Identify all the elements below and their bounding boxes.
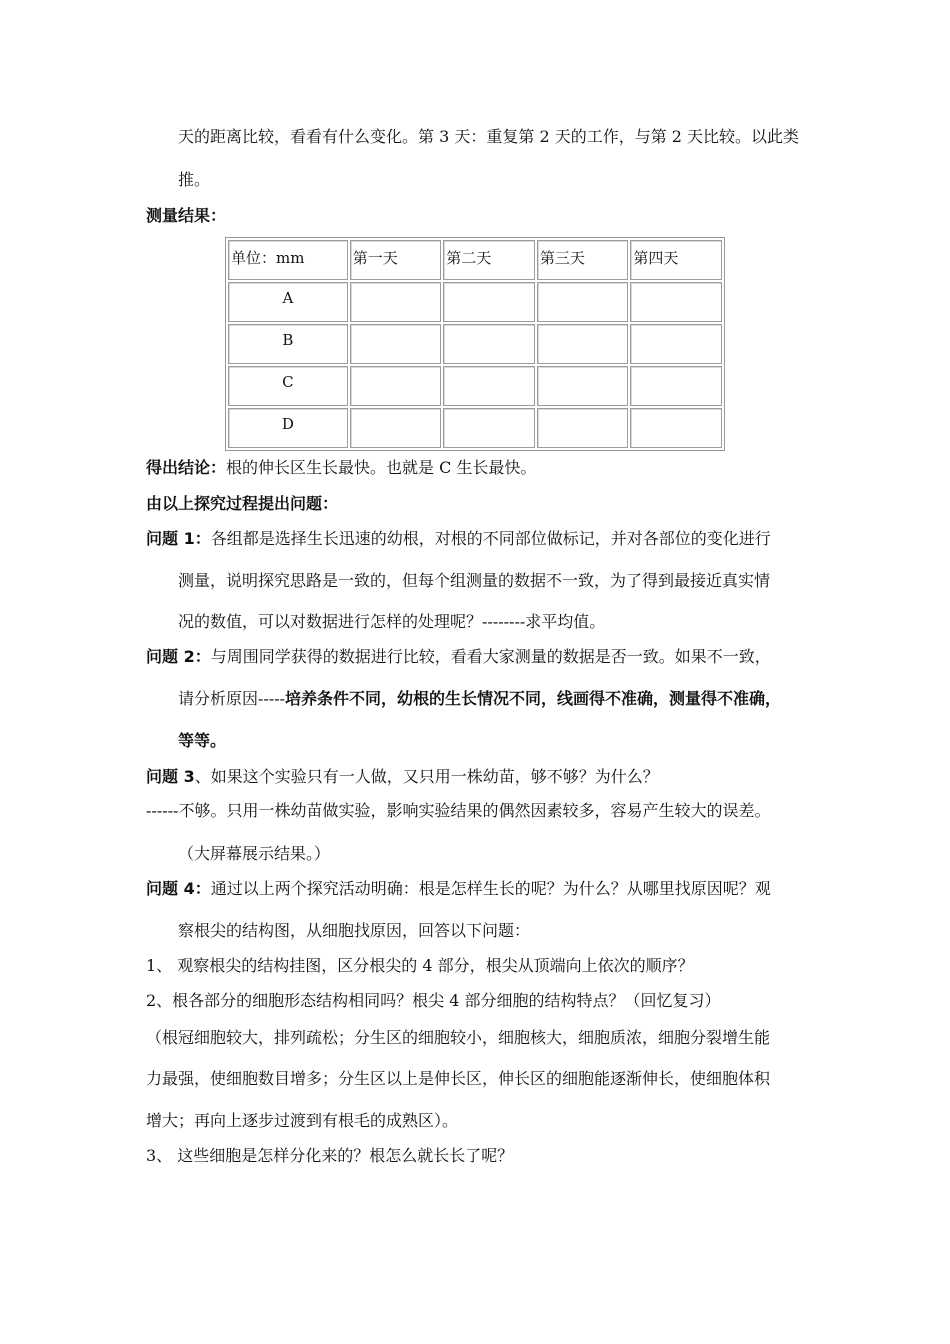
table-cell (537, 324, 629, 364)
table-cell (630, 282, 722, 322)
results-heading: 测量结果： (146, 206, 227, 225)
table-cell (443, 408, 535, 448)
table-header-cell: 单位：mm (228, 240, 348, 280)
table-row (228, 324, 722, 364)
table-row (228, 282, 722, 322)
answer-paragraph-line-1: （根冠细胞较大，排列疏松；分生区的细胞较小，细胞核大，细胞质浓，细胞分裂增生能 (146, 1028, 771, 1047)
table-cell (443, 282, 535, 322)
answer-paragraph-line-3: 增大；再向上逐步过渡到有根毛的成熟区）。 (146, 1111, 459, 1130)
table-cell (443, 324, 535, 364)
table-header-row (228, 240, 722, 280)
question-4-line-2: 察根尖的结构图，从细胞找原因，回答以下问题： (178, 921, 531, 940)
list-item-2: 2、根各部分的细胞形态结构相同吗？根尖 4 部分细胞的结构特点？（回忆复习） (146, 991, 721, 1010)
table-cell (630, 324, 722, 364)
question-3-answer: ------不够。只用一株幼苗做实验，影响实验结果的偶然因素较多，容易产生较大的误差。 (146, 801, 771, 820)
question-2 (146, 646, 771, 668)
question-4-text: 通过以上两个探究活动明确：根是怎样生长的呢？为什么？从哪里找原因呢？观 (210, 879, 771, 898)
question-1-line-2: 测量，说明探究思路是一致的，但每个组测量的数据不一致，为了得到最接近真实情 (178, 571, 771, 590)
table-header-cell: 第三天 (537, 240, 629, 280)
row-label: C (228, 366, 348, 406)
table-cell (630, 366, 722, 406)
table-header-cell: 第一天 (350, 240, 442, 280)
row-label: D (228, 408, 348, 448)
conclusion-text: 根的伸长区生长最快。也就是 C 生长最快。 (226, 458, 537, 477)
question-1-text: 各组都是选择生长迅速的幼根，对根的不同部位做标记，并对各部位的变化进行 (210, 529, 771, 548)
table-row (228, 408, 722, 448)
question-2-line-3: 等等。 (178, 731, 227, 750)
questions-heading: 由以上探究过程提出问题： (146, 494, 339, 513)
question-2-line-2-plain: 请分析原因----- (178, 689, 286, 708)
question-3-label: 问题 3 (146, 767, 195, 786)
table-cell (350, 408, 442, 448)
table-cell (537, 282, 629, 322)
question-2-label: 问题 2： (146, 647, 211, 666)
table-cell (350, 282, 442, 322)
question-1-label: 问题 1： (146, 529, 211, 548)
question-2-answer: 培养条件不同，幼根的生长情况不同，线画得不准确，测量得不准确， (285, 689, 782, 708)
conclusion (146, 457, 536, 479)
question-1 (146, 528, 771, 550)
question-3-text: 、如果这个实验只有一人做，又只用一株幼苗，够不够？为什么？ (194, 767, 659, 786)
row-label: B (228, 324, 348, 364)
question-3 (146, 766, 659, 788)
list-item-1: 1、 观察根尖的结构挂图，区分根尖的 4 部分，根尖从顶端向上依次的顺序？ (146, 956, 694, 975)
question-4 (146, 878, 771, 900)
question-1-line-3: 况的数值，可以对数据进行怎样的处理呢？--------求平均值。 (178, 612, 606, 631)
question-2-text: 与周围同学获得的数据进行比较，看看大家测量的数据是否一致。如果不一致， (210, 647, 771, 666)
question-3-note: （大屏幕展示结果。） (178, 844, 331, 863)
table-cell (537, 408, 629, 448)
list-item-3: 3、 这些细胞是怎样分化来的？根怎么就长长了呢？ (146, 1146, 514, 1165)
table-cell (630, 408, 722, 448)
table-row (228, 366, 722, 406)
table-cell (537, 366, 629, 406)
measurement-table (225, 237, 725, 451)
table-cell (443, 366, 535, 406)
table-header-cell: 第四天 (630, 240, 722, 280)
table-cell (350, 366, 442, 406)
conclusion-label: 得出结论： (146, 458, 227, 477)
question-4-label: 问题 4： (146, 879, 211, 898)
intro-line-1: 天的距离比较，看看有什么变化。第 3 天：重复第 2 天的工作，与第 2 天比较。以此类 (178, 127, 800, 146)
row-label: A (228, 282, 348, 322)
answer-paragraph-line-2: 力最强，使细胞数目增多；分生区以上是伸长区，伸长区的细胞能逐渐伸长，使细胞体积 (146, 1069, 771, 1088)
table-cell (350, 324, 442, 364)
question-2-line-2 (178, 688, 781, 710)
intro-line-2: 推。 (178, 170, 211, 189)
table-header-cell: 第二天 (443, 240, 535, 280)
